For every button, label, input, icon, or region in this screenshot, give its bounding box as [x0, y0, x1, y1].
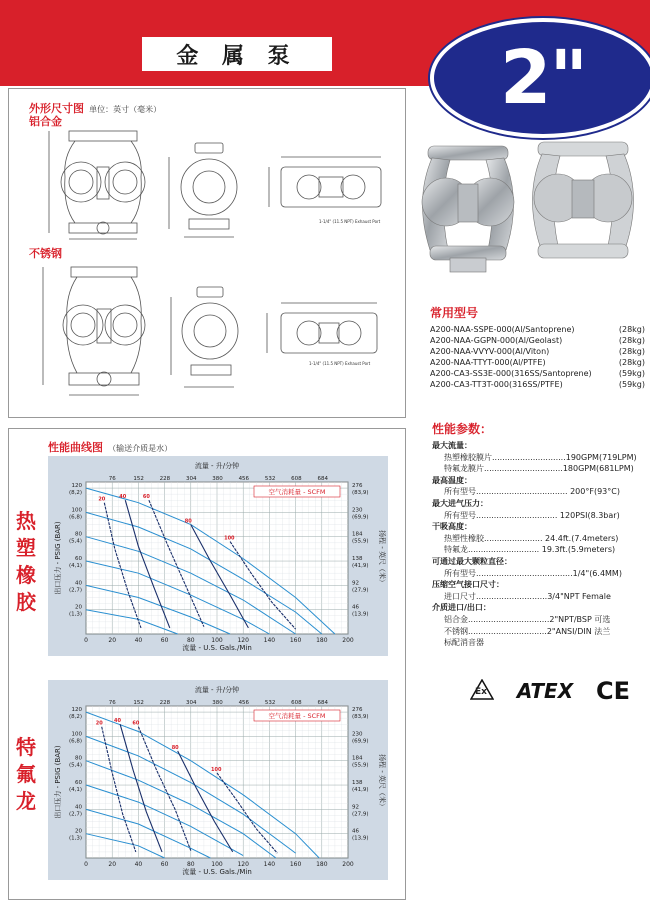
legend-label: 空气消耗量 - SCFM	[268, 488, 326, 496]
y-tick-left: 80	[75, 755, 82, 762]
y-tick-left: 20	[75, 604, 82, 611]
air-curve-label: 60	[142, 494, 150, 501]
performance-value: .............................190GPM(719LPM)	[492, 452, 637, 462]
x-tick-label: 80	[186, 861, 195, 868]
performance-row	[432, 521, 644, 533]
air-curve-label: 40	[119, 494, 127, 501]
performance-heading-label: 介质进口/出口：	[432, 603, 491, 613]
performance-value: ............................3/4"NPT Female	[476, 591, 611, 601]
y-tick-left-bar: (5,4)	[68, 538, 82, 545]
model-code: A200-NAA-VVYV-000(Al/Viton)	[430, 347, 550, 356]
performance-heading-label: 可通过最大颗粒直径：	[432, 556, 512, 566]
performance-value: ....................... 24.4ft.(7.4meters)	[484, 533, 619, 543]
y-tick-right: 184	[352, 531, 363, 538]
air-curve-label: 100	[224, 535, 235, 542]
y-tick-right: 230	[352, 507, 363, 514]
y-tick-right-m: (83,9)	[352, 714, 369, 721]
model-code: A200-CA3-SS3E-000(316SS/Santoprene)	[430, 369, 592, 378]
x-tick-label: 60	[160, 861, 169, 868]
top-tick-label: 684	[317, 700, 328, 706]
size-label: 2"	[499, 35, 587, 121]
x-tick-label: 120	[237, 861, 249, 868]
model-row	[430, 379, 645, 390]
performance-label: 热塑橡胶膜片	[444, 452, 492, 462]
performance-value: ............................ 19.3ft.(5.9meters)	[468, 545, 616, 555]
performance-row	[432, 544, 644, 556]
size-badge	[430, 18, 650, 138]
model-row	[430, 324, 645, 335]
performance-row	[432, 463, 644, 475]
x-axis-title: 流量 - U.S. Gals./Min	[182, 644, 252, 652]
y-tick-left: 120	[71, 707, 82, 714]
performance-value: .................................... 200°F(93°C)	[476, 487, 620, 497]
ce-mark-icon: CE	[595, 677, 630, 705]
y-tick-right-m: (41,9)	[352, 563, 369, 570]
performance-heading-label: 最大进气压力：	[432, 498, 488, 508]
top-axis-title: 流量 - 升/分钟	[194, 686, 240, 694]
x-tick-label: 200	[342, 861, 354, 868]
performance-row	[432, 626, 644, 638]
top-tick-label: 532	[264, 476, 276, 482]
y-tick-right-m: (41,9)	[352, 787, 369, 794]
y-tick-left-bar: (2,7)	[68, 587, 82, 594]
y-tick-right: 276	[352, 707, 363, 714]
top-tick-label: 76	[108, 700, 116, 706]
stainless-dimension-drawings	[19, 261, 399, 411]
y-tick-left: 120	[71, 483, 82, 490]
dimension-heading: 外形尺寸图	[29, 102, 84, 115]
x-tick-label: 140	[263, 861, 276, 868]
performance-label: 特氟龙	[444, 545, 468, 555]
models-section	[430, 304, 645, 390]
model-weight: (28kg)	[618, 358, 645, 367]
top-tick-label: 380	[212, 476, 223, 482]
y-tick-right-m: (27,9)	[352, 587, 369, 594]
air-curve-label: 60	[132, 720, 140, 727]
performance-row	[432, 533, 644, 545]
performance-row	[432, 452, 644, 464]
chart-2	[48, 680, 388, 880]
model-code: A200-NAA-SSPE-000(Al/Santoprene)	[430, 325, 575, 334]
performance-row	[432, 614, 644, 626]
y-tick-right-m: (55,9)	[352, 538, 369, 545]
y-tick-left: 20	[75, 828, 82, 835]
model-row	[430, 357, 645, 368]
ex-mark-icon	[470, 679, 494, 703]
y-tick-left-bar: (1,3)	[68, 835, 82, 842]
y-tick-right: 138	[352, 556, 363, 563]
top-axis-title: 流量 - 升/分钟	[194, 462, 240, 470]
performance-row	[432, 579, 644, 591]
top-tick-label: 608	[291, 700, 302, 706]
top-tick-label: 456	[238, 476, 250, 482]
y-tick-right: 230	[352, 731, 363, 738]
performance-value: ......................................1/4"(6.4MM)	[476, 568, 622, 578]
x-tick-label: 200	[342, 637, 354, 644]
models-list	[430, 324, 645, 390]
model-row	[430, 335, 645, 346]
performance-label: 特氟龙膜片	[444, 464, 484, 474]
model-code: A200-NAA-GGPN-000(Al/Geolast)	[430, 336, 563, 345]
performance-heading: 性能参数：	[432, 422, 493, 436]
y-tick-left: 100	[71, 507, 82, 514]
performance-row	[432, 556, 644, 568]
legend-label: 空气消耗量 - SCFM	[268, 712, 326, 720]
x-tick-label: 40	[134, 861, 143, 868]
top-tick-label: 228	[159, 700, 171, 706]
x-tick-label: 160	[289, 637, 302, 644]
performance-label: 不锈钢	[444, 626, 468, 636]
y-tick-right-m: (27,9)	[352, 811, 369, 818]
x-tick-label: 120	[237, 637, 249, 644]
y-axis-title-left: 出口压力 - PSIG (BAR)	[54, 521, 62, 595]
x-tick-label: 100	[211, 861, 223, 868]
y-tick-right: 46	[352, 828, 359, 835]
y-tick-right: 46	[352, 604, 359, 611]
model-row	[430, 368, 645, 379]
models-heading: 常用型号	[430, 306, 479, 320]
top-tick-label: 532	[264, 700, 276, 706]
performance-value: ...............................2"ANSI/DIN 法兰	[468, 626, 611, 636]
x-tick-label: 0	[84, 861, 88, 868]
y-tick-left-bar: (4,1)	[68, 563, 82, 570]
model-weight: (59kg)	[618, 380, 645, 389]
y-tick-left: 60	[75, 780, 82, 787]
performance-value: ................................ 120PSI(8.3bar)	[476, 510, 620, 520]
air-curve-label: 80	[184, 518, 192, 525]
performance-heading-label: 压缩空气接口尺寸：	[432, 580, 504, 590]
stainless-label: 不锈钢	[29, 247, 62, 260]
air-curve-label: 100	[211, 766, 222, 773]
y-tick-left-bar: (1,3)	[68, 611, 82, 618]
y-tick-right: 92	[352, 804, 359, 811]
panel2-side-label: 特氟龙	[16, 735, 36, 813]
model-weight: (28kg)	[618, 347, 645, 356]
top-tick-label: 304	[185, 700, 197, 706]
performance-value: ...............................180GPM(681LPM)	[484, 464, 634, 474]
performance-row	[432, 510, 644, 522]
performance-row	[432, 637, 644, 649]
x-tick-label: 20	[108, 861, 117, 868]
top-tick-label: 152	[133, 476, 144, 482]
y-tick-left-bar: (8,2)	[68, 714, 82, 721]
aluminum-label: 铝合金	[29, 115, 62, 128]
top-tick-label: 684	[317, 476, 328, 482]
certification-row	[470, 676, 630, 706]
performance-label: 进口尺寸	[444, 591, 476, 601]
pump-photo	[410, 140, 645, 280]
unit-note: 单位：英寸（毫米）	[89, 105, 162, 114]
performance-label: 铝合金	[444, 614, 468, 624]
page-title: 金 属 泵	[142, 37, 332, 71]
exhaust-port-note: 1-1/4" (11.5 NPT) Exhaust Port	[319, 219, 381, 224]
aluminum-dimension-drawings	[19, 127, 399, 245]
air-curve-label: 40	[114, 718, 122, 725]
performance-label: 标配消音器	[444, 638, 484, 648]
curves-heading: 性能曲线图	[48, 441, 103, 454]
x-tick-label: 0	[84, 637, 88, 644]
performance-label: 所有型号	[444, 487, 476, 497]
performance-heading-label: 最高温度：	[432, 475, 472, 485]
y-tick-right: 138	[352, 780, 363, 787]
x-tick-label: 180	[316, 637, 328, 644]
y-tick-left-bar: (8,2)	[68, 490, 82, 497]
y-tick-right: 276	[352, 483, 363, 490]
performance-row	[432, 602, 644, 614]
y-tick-right: 92	[352, 580, 359, 587]
stainless-pump-photo	[532, 142, 633, 258]
performance-list	[432, 440, 644, 649]
top-tick-label: 304	[185, 476, 197, 482]
dimension-panel	[8, 88, 406, 418]
exhaust-port-note-ss: 1-1/4" (11.5 NPT) Exhaust Port	[309, 361, 371, 366]
performance-section	[432, 420, 644, 649]
x-tick-label: 80	[186, 637, 195, 644]
y-tick-left-bar: (5,4)	[68, 762, 82, 769]
x-tick-label: 40	[134, 637, 143, 644]
chart-1	[48, 456, 388, 656]
aluminum-pump-photo	[422, 146, 514, 272]
y-tick-right-m: (13,9)	[352, 835, 369, 842]
y-tick-right-m: (83,9)	[352, 490, 369, 497]
x-tick-label: 60	[160, 637, 169, 644]
y-tick-right: 184	[352, 755, 363, 762]
x-axis-title: 流量 - U.S. Gals./Min	[182, 868, 252, 876]
performance-label: 所有型号	[444, 510, 476, 520]
y-tick-left: 80	[75, 531, 82, 538]
x-tick-label: 100	[211, 637, 223, 644]
air-curve-label: 20	[95, 720, 103, 727]
top-tick-label: 76	[108, 476, 116, 482]
y-tick-right-m: (69,9)	[352, 738, 369, 745]
top-tick-label: 152	[133, 700, 144, 706]
chart-2-frame	[48, 680, 388, 880]
y-tick-left: 40	[75, 804, 82, 811]
performance-label: 所有型号	[444, 568, 476, 578]
performance-value: ................................2"NPT/BSP 可选	[468, 614, 611, 624]
y-tick-right-m: (55,9)	[352, 762, 369, 769]
y-tick-left: 100	[71, 731, 82, 738]
model-weight: (59kg)	[618, 369, 645, 378]
curves-heading-note: （输送介质是水）	[108, 444, 173, 453]
top-tick-label: 456	[238, 700, 250, 706]
y-tick-left-bar: (2,7)	[68, 811, 82, 818]
model-code: A200-CA3-TT3T-000(316SS/PTFE)	[430, 380, 563, 389]
y-tick-left-bar: (6,8)	[68, 514, 82, 521]
y-axis-title-right: 扬程 - 英尺（米）	[378, 530, 386, 586]
model-code: A200-NAA-TTYT-000(Al/PTFE)	[430, 358, 546, 367]
performance-row	[432, 440, 644, 452]
panel1-side-label: 热塑橡胶	[16, 509, 36, 614]
atex-mark-icon: ATEX	[516, 679, 574, 703]
air-curve-label: 80	[171, 744, 179, 751]
x-tick-label: 160	[289, 861, 302, 868]
y-tick-left-bar: (4,1)	[68, 787, 82, 794]
performance-row	[432, 568, 644, 580]
performance-heading-label: 干吸高度：	[432, 522, 472, 532]
model-row	[430, 346, 645, 357]
performance-row	[432, 498, 644, 510]
y-tick-right-m: (13,9)	[352, 611, 369, 618]
performance-row	[432, 475, 644, 487]
y-tick-right-m: (69,9)	[352, 514, 369, 521]
y-axis-title-right: 扬程 - 英尺（米）	[378, 754, 386, 810]
x-tick-label: 140	[263, 637, 276, 644]
ex-mark-label: Ex	[475, 687, 487, 697]
top-tick-label: 380	[212, 700, 223, 706]
performance-row	[432, 486, 644, 498]
performance-heading-label: 最大流量：	[432, 441, 472, 450]
x-tick-label: 180	[316, 861, 328, 868]
performance-label: 热塑性橡胶	[444, 533, 484, 543]
top-tick-label: 608	[291, 476, 302, 482]
y-tick-left: 40	[75, 580, 82, 587]
model-weight: (28kg)	[618, 336, 645, 345]
model-weight: (28kg)	[618, 325, 645, 334]
y-tick-left: 60	[75, 556, 82, 563]
y-axis-title-left: 出口压力 - PSIG (BAR)	[54, 745, 62, 819]
chart-1-frame	[48, 456, 388, 656]
top-tick-label: 228	[159, 476, 171, 482]
y-tick-left-bar: (6,8)	[68, 738, 82, 745]
curves-heading-row	[48, 436, 172, 455]
x-tick-label: 20	[108, 637, 117, 644]
air-curve-label: 20	[98, 496, 106, 503]
performance-row	[432, 591, 644, 603]
